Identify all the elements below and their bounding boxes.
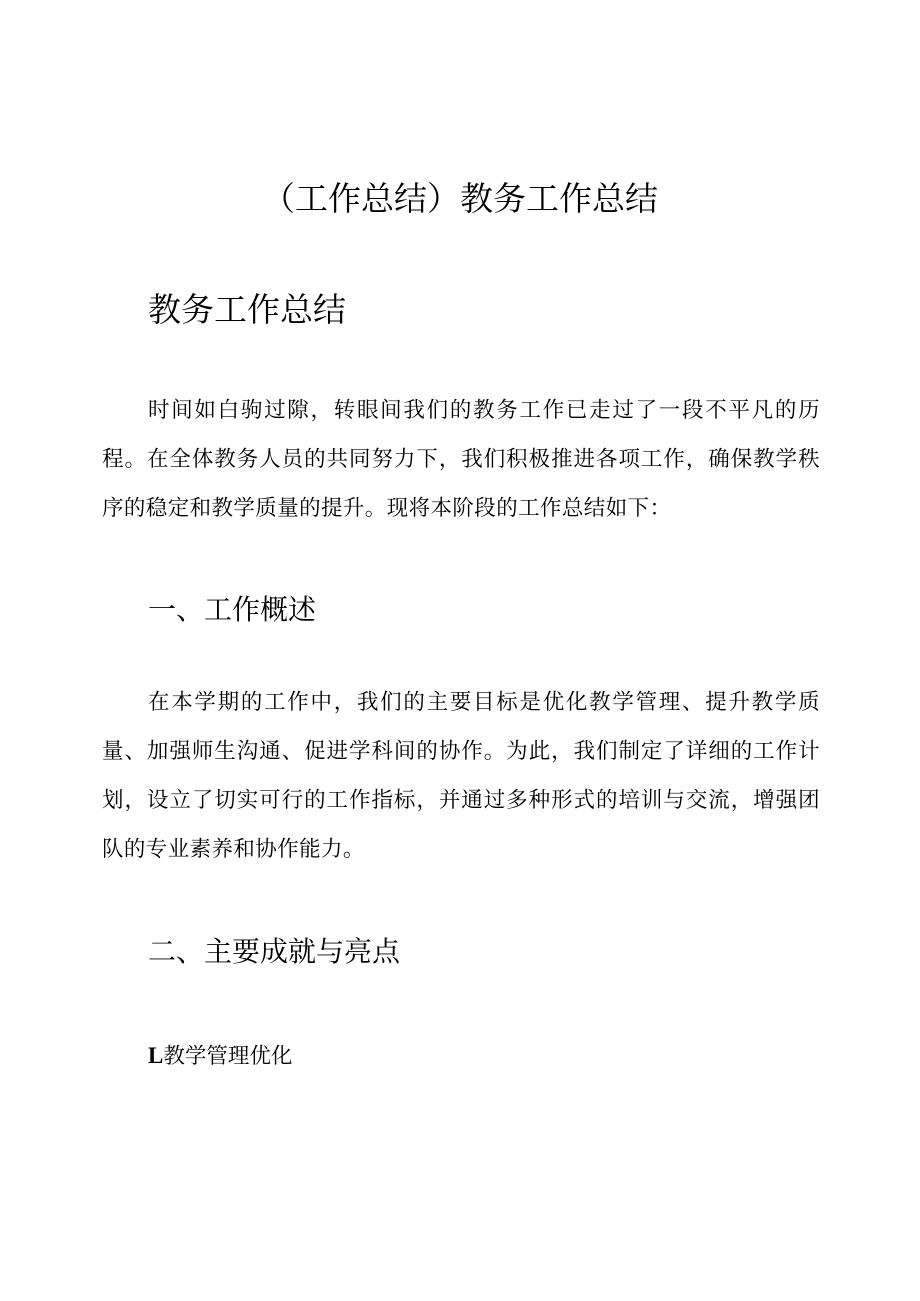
document-title: （工作总结）教务工作总结 [262,179,658,218]
main-heading: 教务工作总结 [148,290,346,329]
subsection-heading [148,1036,292,1077]
overview-paragraph: 在本学期的工作中，我们的主要目标是优化教学管理、提升教学质量、加强师生沟通、促进学科间的协作。为此，我们制定了详细的工作计划，设立了切实可行的工作指标，并通过多种形式的培训与交流，增强团队的专业素养和协作能力。 [102,690,820,862]
section-heading-overview: 一、工作概述 [148,593,317,626]
subsection-label: 教学管理优化 [163,1044,293,1069]
section-heading-achievements: 二、主要成就与亮点 [148,935,401,968]
subsection-number: L [148,1043,164,1068]
intro-paragraph: 时间如白驹过隙，转眼间我们的教务工作已走过了一段不平凡的历程。在全体教务人员的共同努力下，我们积极推进各项工作，确保教学秩序的稳定和教学质量的提升。现将本阶段的工作总结如下： [102,398,820,521]
